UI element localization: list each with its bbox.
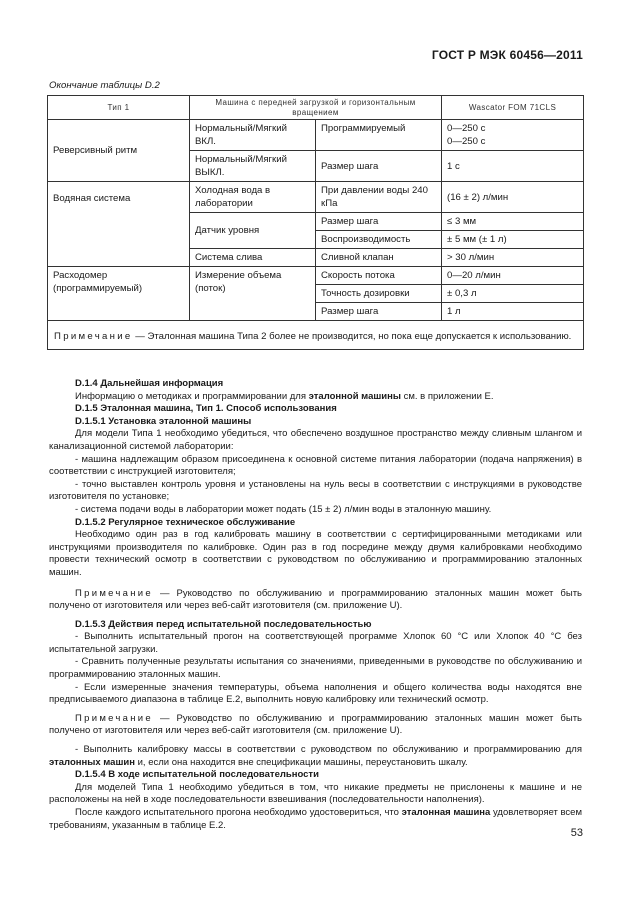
cell-level-sensor: Датчик уровня [190,213,316,249]
list-item: - Сравнить полученные результаты испытания со значениями, приведенными в руководстве по обслуживанию и программированию эталонных машин. [49,656,582,681]
table-row [48,182,584,213]
cell-step-value: 1 с [442,151,584,182]
note-text: — Руководство по обслуживанию и программированию эталонных машин может быть получено от изготовителя или через веб-сайт изготовителя (см. приложение U). [49,587,582,612]
header-machine: Машина с передней загрузкой и горизонтальным вращением [190,96,442,120]
cell-dosing: Точность дозировки [316,285,442,303]
cell-programmable: Программируемый [316,120,442,151]
text-run: - Выполнить калибровку массы в соответствии с руководством по обслуживанию и программированию для [75,744,582,756]
value-line: 0—250 с [447,136,486,147]
page-number: 53 [570,827,583,839]
note-paragraph [49,588,582,613]
note-label: Примечание [54,331,133,342]
table-note [48,321,584,350]
cell-drain-value: > 30 л/мин [442,249,584,267]
note-label: Примечание [75,587,153,599]
cell-drain-system: Система слива [190,249,316,267]
cell-drain-valve: Сливной клапан [316,249,442,267]
cell-mode-off: Нормальный/Мягкий ВЫКЛ. [190,151,316,182]
list-item: - система подачи воды в лаборатории может подать (15 ± 2) л/мин воды в эталонную машину. [75,503,492,515]
bold-term: эталонной машины [308,390,401,402]
header-type: Тип 1 [48,96,190,120]
section-heading: D.1.5.1 Установка эталонной машины [75,415,252,427]
paragraph [49,391,582,404]
standard-header: ГОСТ Р МЭК 60456—2011 [431,48,583,62]
section-heading: D.1.5.3 Действия перед испытательной последовательностью [75,618,372,630]
cell-flow-step-value: 1 л [442,303,584,321]
list-item [49,744,582,769]
note-text: — Руководство по обслуживанию и программированию эталонных машин может быть получено от изготовителя или через веб-сайт изготовителя (см. приложение U). [49,712,582,737]
text-run: Информацию о методиках и программировании для [75,390,309,402]
cell-step: Размер шага [316,151,442,182]
text-run: см. в приложении Е. [400,390,494,402]
table-header-row [48,96,584,120]
cell-cold-water: Холодная вода в лаборатории [190,182,316,213]
body-text [49,378,582,832]
cell-volume-measure: Измерение объема (поток) [190,267,316,321]
text-run: удовлетворяет всем требованиям, указанным в таблице Е.2. [49,807,582,831]
row-label-water: Водяная система [48,182,190,267]
paragraph [49,807,582,832]
text-run: После каждого испытательного прогона необходимо удостовериться, что [75,807,402,818]
cell-repeatability: Воспроизводимость [316,231,442,249]
list-item: - машина надлежащим образом присоединена к основной системе питания лаборатории (подача напряжения) в соответствии с инструкцией изготовителя; [49,453,582,478]
cell-pressure-value: (16 ± 2) л/мин [442,182,584,213]
bold-term: эталонная машина [401,807,491,818]
paragraph: Необходимо один раз в год калибровать машину в соответствии с сертифицированными методиками или инструкциями производителя по калибровке. Один раз в год посредине между двумя калибровками необходимо провести технический осмотр в соответствии с руководством по обслуживанию и программированию эталонных машин. [49,529,582,578]
note-text: — Эталонная машина Типа 2 более не производится, но пока еще допускается к использованию. [132,331,572,342]
bold-term: эталонных машин [49,756,135,768]
spec-table [47,95,584,350]
row-label-flow: Расходомер (программируемый) [48,267,190,321]
cell-dosing-value: ± 0,3 л [442,285,584,303]
text-run: и, если она находится вне спецификации машины, переустановить шкалу. [134,756,468,768]
note-label: Примечание [75,712,153,724]
section-heading: D.1.5.4 В ходе испытательной последовательности [75,769,319,781]
paragraph: Для модели Типа 1 необходимо убедиться, что обеспечено воздушное пространство между сливным шлангом и канализационной системой лаборатории: [49,428,582,452]
list-item: - Выполнить испытательный прогон на соответствующей программе Хлопок 60 °С или Хлопок 40 °С без испытательной загрузки. [49,631,582,655]
cell-flow-rate: Скорость потока [316,267,442,285]
cell-level-step-value: ≤ 3 мм [442,213,584,231]
cell-flow-rate-value: 0—20 л/мин [442,267,584,285]
table-note-row [48,321,584,350]
table-row [48,267,584,285]
note-paragraph [49,713,582,738]
section-heading: D.1.5.2 Регулярное техническое обслуживание [75,516,296,528]
list-item: - точно выставлен контроль уровня и установлены на нуль весы в соответствии с инструкциями в руководстве изготовителя по установке; [49,478,582,503]
row-label-reverse: Реверсивный ритм [48,120,190,182]
cell-pressure: При давлении воды 240 кПа [316,182,442,213]
section-heading: D.1.4 Дальнейшая информация [75,378,224,389]
paragraph: Для моделей Типа 1 необходимо убедиться в том, что никакие предметы не прислонены к машине и не расположены на ней в ходе последовательности взвешивания (последовательности наполнения). [49,781,582,806]
cell-programmable-value [442,120,584,151]
section-heading: D.1.5 Эталонная машина, Тип 1. Способ использования [75,403,337,415]
table-row [48,120,584,151]
cell-repeatability-value: ± 5 мм (± 1 л) [442,231,584,249]
list-item: - Если измеренные значения температуры, объема наполнения и общего количества воды находятся вне предписываемого диапазона в таблице Е.2, выполнить новую калибровку или технический осмотр. [49,681,582,706]
cell-mode-on: Нормальный/Мягкий ВКЛ. [190,120,316,151]
cell-flow-step: Размер шага [316,303,442,321]
header-model: Wascator FOM 71CLS [442,96,584,120]
cell-level-step: Размер шага [316,213,442,231]
value-line: 0—250 с [447,123,486,134]
table-caption: Окончание таблицы D.2 [49,80,160,91]
